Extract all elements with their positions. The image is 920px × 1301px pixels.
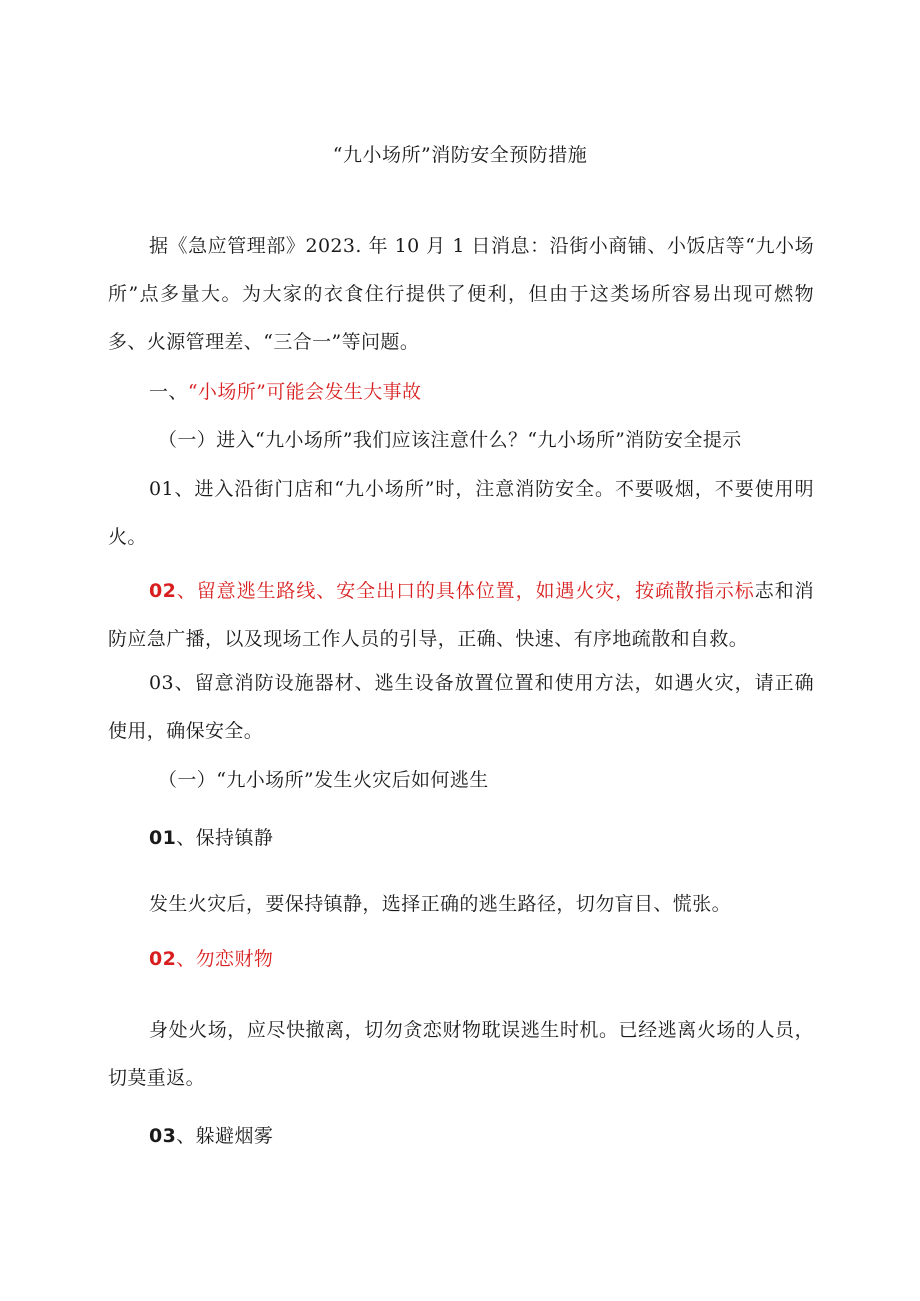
tip-03-paragraph: 03、留意消防设施器材、逃生设备放置位置和使用方法，如遇火灾，请正确使用，确保安全。 <box>108 672 814 742</box>
item-heading-02-text: 、勿恋财物 <box>176 948 274 970</box>
tip-01-paragraph: 01、进入沿街门店和“九小场所”时，注意消防安全。不要吸烟，不要使用明火。 <box>108 478 814 548</box>
tip-02-number: 02 <box>149 580 177 602</box>
tip-02-rest: 志和消防应急广播，以及现场工作人员的引导，正确、快速、有序地疏散和自救。 <box>108 580 814 650</box>
item-heading-01 <box>149 823 273 853</box>
tip-02-highlight: 、留意逃生路线、安全出口的具体位置，如遇火灾，按疏散指示标 <box>176 580 755 602</box>
item-heading-01-text: 、保持镇静 <box>176 827 274 849</box>
section-heading-title: “小场所”可能会发生大事故 <box>187 381 422 403</box>
item-paragraph-02: 身处火场，应尽快撤离，切勿贪恋财物耽误逃生时机。已经逃离火场的人员，切莫重返。 <box>108 1019 814 1089</box>
item-heading-03 <box>149 1121 273 1151</box>
item-heading-02 <box>149 944 273 974</box>
item-heading-03-text: 、躲避烟雾 <box>176 1125 274 1147</box>
section-heading-1 <box>149 377 421 407</box>
section-heading-prefix: 一、 <box>149 381 188 403</box>
document-title: “九小场所”消防安全预防措施 <box>332 144 588 166</box>
item-paragraph-01: 发生火灾后，要保持镇静，选择正确的逃生路径，切勿盲目、慌张。 <box>149 893 732 915</box>
item-heading-03-number: 03 <box>149 1125 177 1147</box>
intro-paragraph: 据《急应管理部》2023. 年 10 月 1 日消息：沿街小商铺、小饭店等“九小场所”点多量大。为大家的衣食住行提供了便利，但由于这类场所容易出现可燃物多、火源管理差、“三合一”等问题。 <box>108 235 814 353</box>
tip-02-paragraph <box>108 567 814 663</box>
sub-heading-2: （一）“九小场所”发生火灾后如何逃生 <box>158 769 489 791</box>
sub-heading-1: （一）进入“九小场所”我们应该注意什么？“九小场所”消防安全提示 <box>158 429 742 451</box>
item-heading-02-number: 02 <box>149 948 177 970</box>
item-heading-01-number: 01 <box>149 827 177 849</box>
